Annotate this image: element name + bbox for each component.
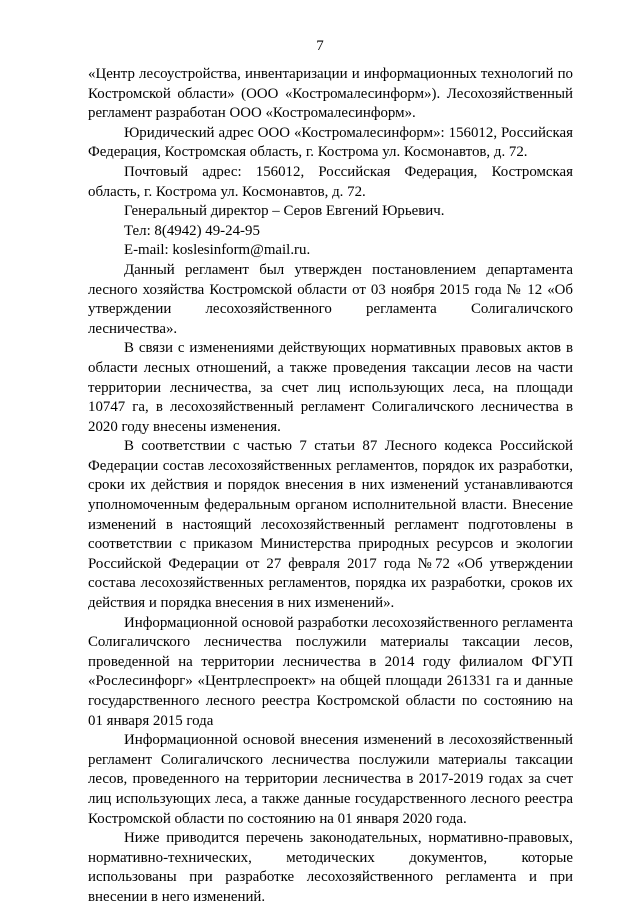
paragraph-approval: Данный регламент был утвержден постановлением департамента лесного хозяйства Костромской области от 03 ноября 2015 года № 12 «Об утверждении лесохозяйственного регламента Солигаличского лесничества».: [88, 261, 573, 337]
paragraph-legal-address: Юридический адрес ООО «Костромалесинформ»: 156012, Российская Федерация, Костромская область, г. Кострома ул. Космонавтов, д. 72.: [88, 124, 573, 161]
document-body: [88, 65, 573, 908]
paragraph-postal-address: Почтовый адрес: 156012, Российская Федерация, Костромская область, г. Кострома ул. Космонавтов, д. 72.: [88, 163, 573, 200]
paragraph-document-list-intro: Ниже приводится перечень законодательных, нормативно-правовых, нормативно-технических, методических документов, которые использованы при разработке лесохозяйственного регламента и при внесении в него изменений.: [88, 830, 573, 905]
paragraph-changes: В связи с изменениями действующих нормативных правовых актов в области лесных отношений, а также проведения таксации лесов на части территории лесничества, за счет лиц использующих леса, на площади 10747 га, в лесохозяйственный регламент Солигаличского лесничества в 2020 году внесены изменения.: [88, 340, 573, 435]
page-number: 7: [316, 38, 324, 54]
paragraph-email: E-mail: koslesinform@mail.ru.: [124, 242, 311, 259]
paragraph-organization-name: «Центр лесоустройства, инвентаризации и информационных технологий по Костромской области» (ООО «Костромалесинформ»). Лесохозяйственный регламент разработан ООО «Костромалесинформ».: [88, 66, 573, 122]
paragraph-changes-basis: Информационной основой внесения изменений в лесохозяйственный регламент Солигаличского лесничества послужили материалы таксации лесов, проведенного на территории лесничества в 2017-2019 годах за счет лиц использующих леса, а также данные государственного лесного реестра Костромской области по состоянию на 01 января 2020 года.: [88, 732, 573, 827]
paragraph-information-basis: Информационной основой разработки лесохозяйственного регламента Солигаличского лесничества послужили материалы таксации лесов, проведенной на территории лесничества в 2014 году филиалом ФГУП «Рослесинфорг» «Центрлеспроект» на общей площади 261331 га и данные государственного лесного реестра Костромской области по состоянию на 01 января 2015 года: [88, 614, 573, 729]
paragraph-phone: Тел: 8(4942) 49-24-95: [124, 222, 260, 239]
paragraph-forest-code: В соответствии с частью 7 статьи 87 Лесного кодекса Российской Федерации состав лесохозяйственных регламентов, порядок их разработки, сроки их действия и порядок внесения в них изменений устанавливаются уполномоченным федеральным органом исполнительной власти. Внесение изменений в настоящий лесохозяйственный регламент подготовлены в соответствии с приказом Министерства природных ресурсов и экологии Российской Федерации от 27 февраля 2017 года №72 «Об утверждении состава лесохозяйственных регламентов, порядка их разработки, сроков их действия и порядка внесения в них изменений».: [88, 438, 573, 612]
paragraph-director: Генеральный директор – Серов Евгений Юрьевич.: [124, 203, 445, 220]
